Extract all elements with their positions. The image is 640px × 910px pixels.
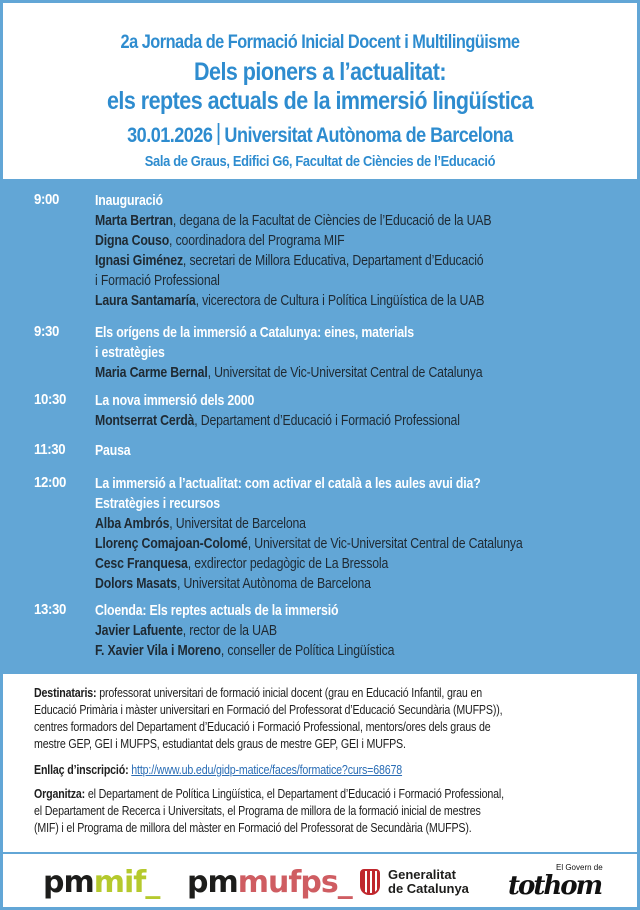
speaker-name: Montserrat Cerdà xyxy=(95,412,195,429)
speaker-name: Javier Lafuente xyxy=(95,622,183,639)
slot-time: 9:00 xyxy=(34,191,60,208)
slot-time: 9:30 xyxy=(34,323,60,340)
program-schedule xyxy=(3,179,637,674)
audience-text: mestre GEP, GEI i MUFPS, estudiantat dels graus de mestre GEP, GEI i MUFPS. xyxy=(34,736,406,751)
speaker xyxy=(95,534,531,554)
header xyxy=(3,3,637,179)
slot-time: 10:30 xyxy=(34,391,67,408)
organizer-text: el Departament de Política Lingüística, el Departament d’Educació i Formació Professional, xyxy=(85,786,504,801)
speaker-role: , Departament d’Educació i Formació Professional xyxy=(194,412,460,429)
slot-title: Els orígens de la immersió a Catalunya: eines, materials xyxy=(95,324,414,341)
organizer-label: Organitza: xyxy=(34,786,86,801)
audience-text: professorat universitari de formació inicial docent (grau en Educació Infantil, grau en xyxy=(96,685,482,700)
title-line-1: Dels pioners a l’actualitat: xyxy=(193,58,446,86)
slot-title: Inauguració xyxy=(95,192,163,209)
slot-title-continued: Estratègies i recursos xyxy=(95,495,220,512)
organizer-text: el Departament de Recerca i Universitats, el Programa de millora de la formació inicial de mestres xyxy=(34,803,481,818)
speaker xyxy=(95,621,531,641)
organizer-block xyxy=(34,785,627,836)
speaker xyxy=(95,554,531,574)
registration-link[interactable]: http://www.ub.edu/gidp-matice/faces/formatice?curs=68678 xyxy=(131,762,403,777)
speaker-role: , rector de la UAB xyxy=(182,622,277,639)
event-title xyxy=(47,58,592,116)
speaker-name: Dolors Masats xyxy=(95,575,177,592)
speaker xyxy=(95,231,531,251)
audience-block xyxy=(34,684,627,752)
speaker-name: Llorenç Comajoan-Colomé xyxy=(95,535,248,552)
pmmif-logo: pmmif_ xyxy=(43,865,160,900)
speaker-role: , conseller de Política Lingüística xyxy=(220,642,395,659)
speaker xyxy=(95,363,531,383)
speaker-name: F. Xavier Vila i Moreno xyxy=(95,642,221,659)
senyera-shield-icon xyxy=(360,869,380,895)
audience-label: Destinataris: xyxy=(34,685,97,700)
pmmufps-logo: pmmufps_ xyxy=(187,865,352,900)
organizer-text: (MIF) i el Programa de millora del màster en Formació del Professorat de Secundària (MUFPS). xyxy=(34,820,472,835)
separator xyxy=(218,123,220,145)
slot-title: Cloenda: Els reptes actuals de la immersió xyxy=(95,602,339,619)
date-location xyxy=(47,123,592,148)
speaker-name: Alba Ambrós xyxy=(95,515,170,532)
speaker-name: Laura Santamaría xyxy=(95,292,196,309)
slot-time: 13:30 xyxy=(34,601,67,618)
speaker-role: , Universitat de Barcelona xyxy=(169,515,306,532)
slot-title: La nova immersió dels 2000 xyxy=(95,392,255,409)
speaker xyxy=(95,291,531,311)
speaker-role: , vicerectora de Cultura i Política Lingüística de la UAB xyxy=(195,292,485,309)
event-venue: Sala de Graus, Edifici G6, Facultat de Ciències de l’Educació xyxy=(144,153,496,170)
sponsor-logos xyxy=(3,855,637,907)
speaker-name: Ignasi Giménez xyxy=(95,252,183,269)
speaker-name: Marta Bertran xyxy=(95,212,173,229)
speaker xyxy=(95,411,531,431)
event-series: 2a Jornada de Formació Inicial Docent i Multilingüisme xyxy=(120,32,520,53)
speaker-role: , secretari de Millora Educativa, Departament d’Educació xyxy=(182,252,484,269)
registration-label: Enllaç d’inscripció: xyxy=(34,762,129,777)
speaker xyxy=(95,211,531,231)
generalitat-logo: Generalitat de Catalunya xyxy=(360,868,469,896)
logos-divider xyxy=(3,852,637,854)
slot-title-continued: i estratègies xyxy=(95,344,165,361)
slot-title: La immersió a l’actualitat: com activar el català a les aules avui dia? xyxy=(95,475,481,492)
title-line-2: els reptes actuals de la immersió lingüística xyxy=(106,87,534,115)
speaker-role: , Universitat Autònoma de Barcelona xyxy=(176,575,371,592)
speaker-name: Cesc Franquesa xyxy=(95,555,188,572)
slot-title: Pausa xyxy=(95,442,131,459)
speaker-role: , coordinadora del Programa MIF xyxy=(169,232,345,249)
speaker-name: Digna Couso xyxy=(95,232,170,249)
slot-time: 11:30 xyxy=(34,441,66,458)
event-institution: Universitat Autònoma de Barcelona xyxy=(224,124,513,147)
speaker-name: Maria Carme Bernal xyxy=(95,364,208,381)
speaker xyxy=(95,251,531,271)
slot-time: 12:00 xyxy=(34,474,67,491)
speaker xyxy=(95,514,531,534)
speaker-role: , exdirector pedagògic de La Bressola xyxy=(187,555,389,572)
audience-text: Educació Primària i màster universitari en Formació del Professorat d’Educació Secundària (MUFPS)), xyxy=(34,702,503,717)
govern-de-tothom-logo: El Govern de tothom xyxy=(508,863,603,901)
speaker xyxy=(95,641,531,661)
speaker-role: , Universitat de Vic-Universitat Central de Catalunya xyxy=(207,364,483,381)
speaker xyxy=(95,574,531,594)
speaker-role-continued: i Formació Professional xyxy=(95,272,220,289)
speaker-role: , degana de la Facultat de Ciències de l’Educació de la UAB xyxy=(172,212,492,229)
event-info xyxy=(34,684,627,836)
audience-text: centres formadors del Departament d’Educació i Formació Professional, mentors/ores dels graus de xyxy=(34,719,491,734)
speaker-role: , Universitat de Vic-Universitat Central de Catalunya xyxy=(247,535,523,552)
registration-block xyxy=(34,761,627,778)
event-date: 30.01.2026 xyxy=(127,124,213,147)
